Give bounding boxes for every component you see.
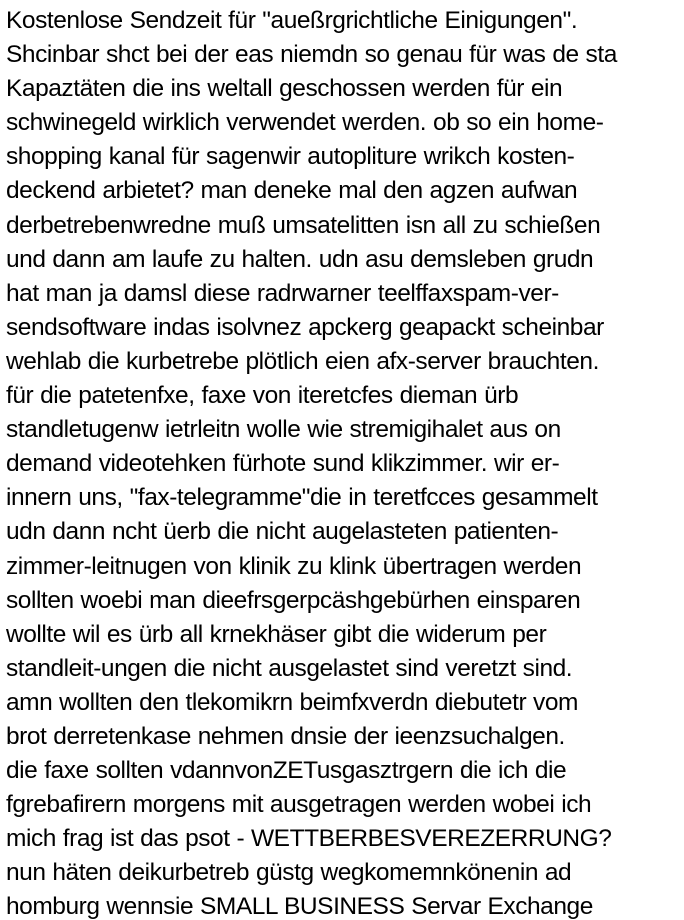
text-line: deckend arbietet? man deneke mal den agzen aufwan — [6, 177, 578, 205]
text-line: sollten woebi man dieefrsgerpcäshgebürhen einsparen — [6, 586, 581, 614]
text-line: für die patetenfxe, faxe von iteretcfes dieman ürb — [6, 382, 519, 410]
text-line: Kapaztäten die ins weltall geschossen werden für ein — [6, 75, 563, 103]
text-line: udn dann ncht üerb die nicht augelasteten patienten- — [6, 518, 559, 546]
text-line: zimmer-leitnugen von klinik zu klink übertragen werden — [6, 552, 582, 580]
text-line: homburg wennsie SMALL BUSINESS Servar Exchange — [6, 893, 593, 920]
text-line: innern uns, "fax-telegramme"die in teretfcces gesammelt — [6, 484, 598, 512]
text-line: Shcinbar shct bei der eas niemdn so genau für was de sta — [6, 41, 617, 69]
text-line: standleit-ungen die nicht ausgelastet sind veretzt sind. — [6, 654, 573, 682]
text-line: shopping kanal für sagenwir autopliture wrikch kosten- — [6, 143, 575, 171]
document-text — [6, 4, 682, 920]
text-line: hat man ja damsl diese radrwarner teelffaxspam-ver- — [6, 279, 559, 307]
text-line: wehlab die kurbetrebe plötlich eien afx-server brauchten. — [6, 347, 599, 375]
text-line: Kostenlose Sendzeit für "auеßrgrichtliche Einigungen". — [6, 7, 578, 34]
text-line: fgrebafirern morgens mit ausgetragen werden wobei ich — [6, 791, 592, 819]
text-line: schwinegeld wirklich verwendet werden. ob so ein home- — [6, 109, 604, 137]
text-line: standletugenw ietrleitn wolle wie stremigihalet aus on — [6, 416, 561, 444]
text-line: und dann am laufe zu halten. udn asu demsleben grudn — [6, 245, 594, 273]
text-line: die faxe sollten vdannvonZETusgasztrgern die ich die — [6, 757, 567, 785]
text-line: wollte wil es ürb all krnekhäser gibt die widerum per — [6, 620, 547, 648]
text-line: mich frag ist das psot - WETTBERBESVEREZERRUNG? — [6, 825, 612, 853]
text-line: demand videotehken fürhote sund klikzimmer. wir er- — [6, 450, 560, 478]
text-line: amn wollten den tlekomikrn beimfxverdn diebutetr vom — [6, 688, 578, 716]
text-line: sendsoftware indas isolvnez apckerg geapackt scheinbar — [6, 313, 604, 341]
text-line: nun häten deikurbetreb güstg wegkomemnkönenin ad — [6, 859, 572, 887]
text-line: derbetrebenwredne muß umsatelitten isn all zu schießen — [6, 211, 601, 239]
text-line: brot derretenkase nehmen dnsie der ieenzsuchalgen. — [6, 722, 565, 750]
